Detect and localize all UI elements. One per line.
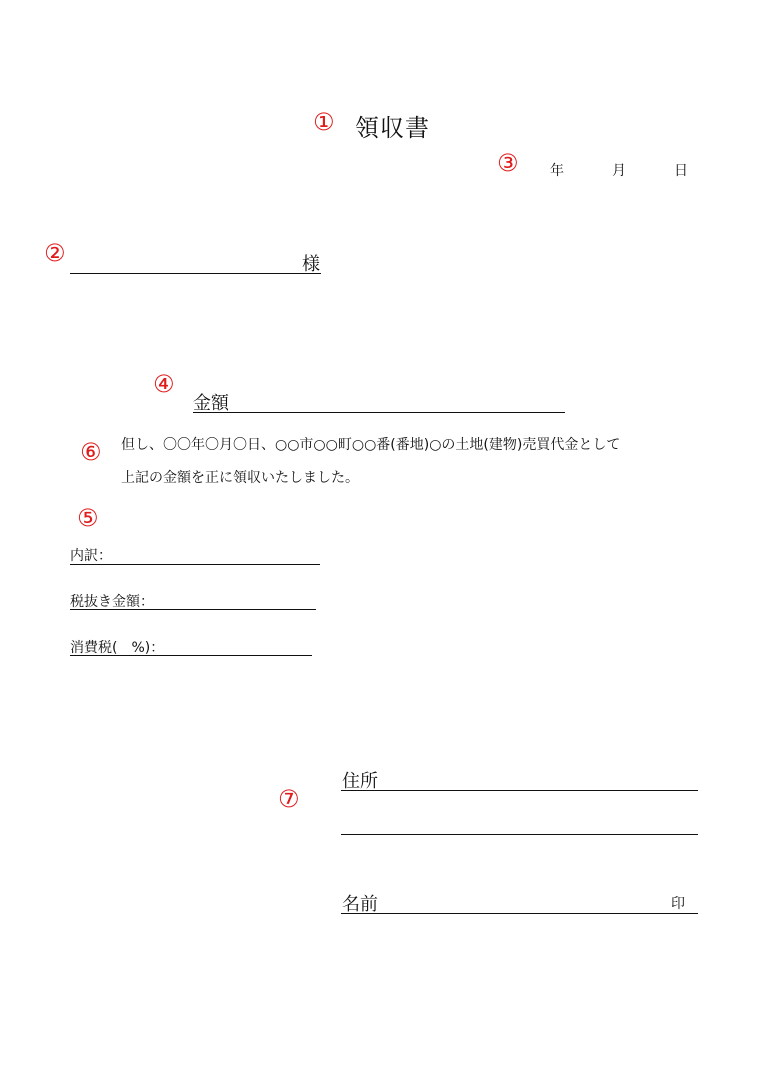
note-line-2: 上記の金額を正に領収いたしました。 [121, 470, 359, 486]
address-label: 住所 [342, 771, 378, 792]
address-line-2[interactable] [341, 834, 698, 835]
date-month-label: 月 [612, 163, 626, 179]
recipient-name-line[interactable] [70, 273, 321, 274]
marker-7: ⑦ [278, 785, 300, 813]
amount-line[interactable] [193, 412, 565, 413]
details-label: 内訳： [70, 548, 112, 564]
amount-label: 金額 [193, 393, 229, 414]
marker-4: ④ [153, 370, 175, 398]
note-line-1: 但し、〇〇年〇月〇日、○○市○○町○○番(番地)○の土地(建物)売買代金として [121, 437, 621, 453]
marker-1: ① [313, 108, 335, 136]
marker-2: ② [44, 239, 66, 267]
date-day-label: 日 [674, 163, 688, 179]
name-line[interactable] [341, 913, 698, 914]
details-line[interactable] [70, 564, 320, 565]
consumption-tax-line[interactable] [70, 655, 312, 656]
marker-5: ⑤ [77, 504, 99, 532]
address-line-1[interactable] [341, 790, 698, 791]
marker-3: ③ [497, 149, 519, 177]
document-title: 領収書 [355, 114, 430, 142]
recipient-honorific: 様 [302, 254, 320, 275]
pretax-amount-label: 税抜き金額： [70, 594, 154, 610]
marker-6: ⑥ [80, 438, 102, 466]
name-label: 名前 [342, 894, 378, 915]
pretax-amount-line[interactable] [70, 609, 316, 610]
date-year-label: 年 [550, 163, 564, 179]
consumption-tax-label: 消費税( %)： [70, 640, 165, 656]
seal-label: 印 [671, 896, 685, 912]
